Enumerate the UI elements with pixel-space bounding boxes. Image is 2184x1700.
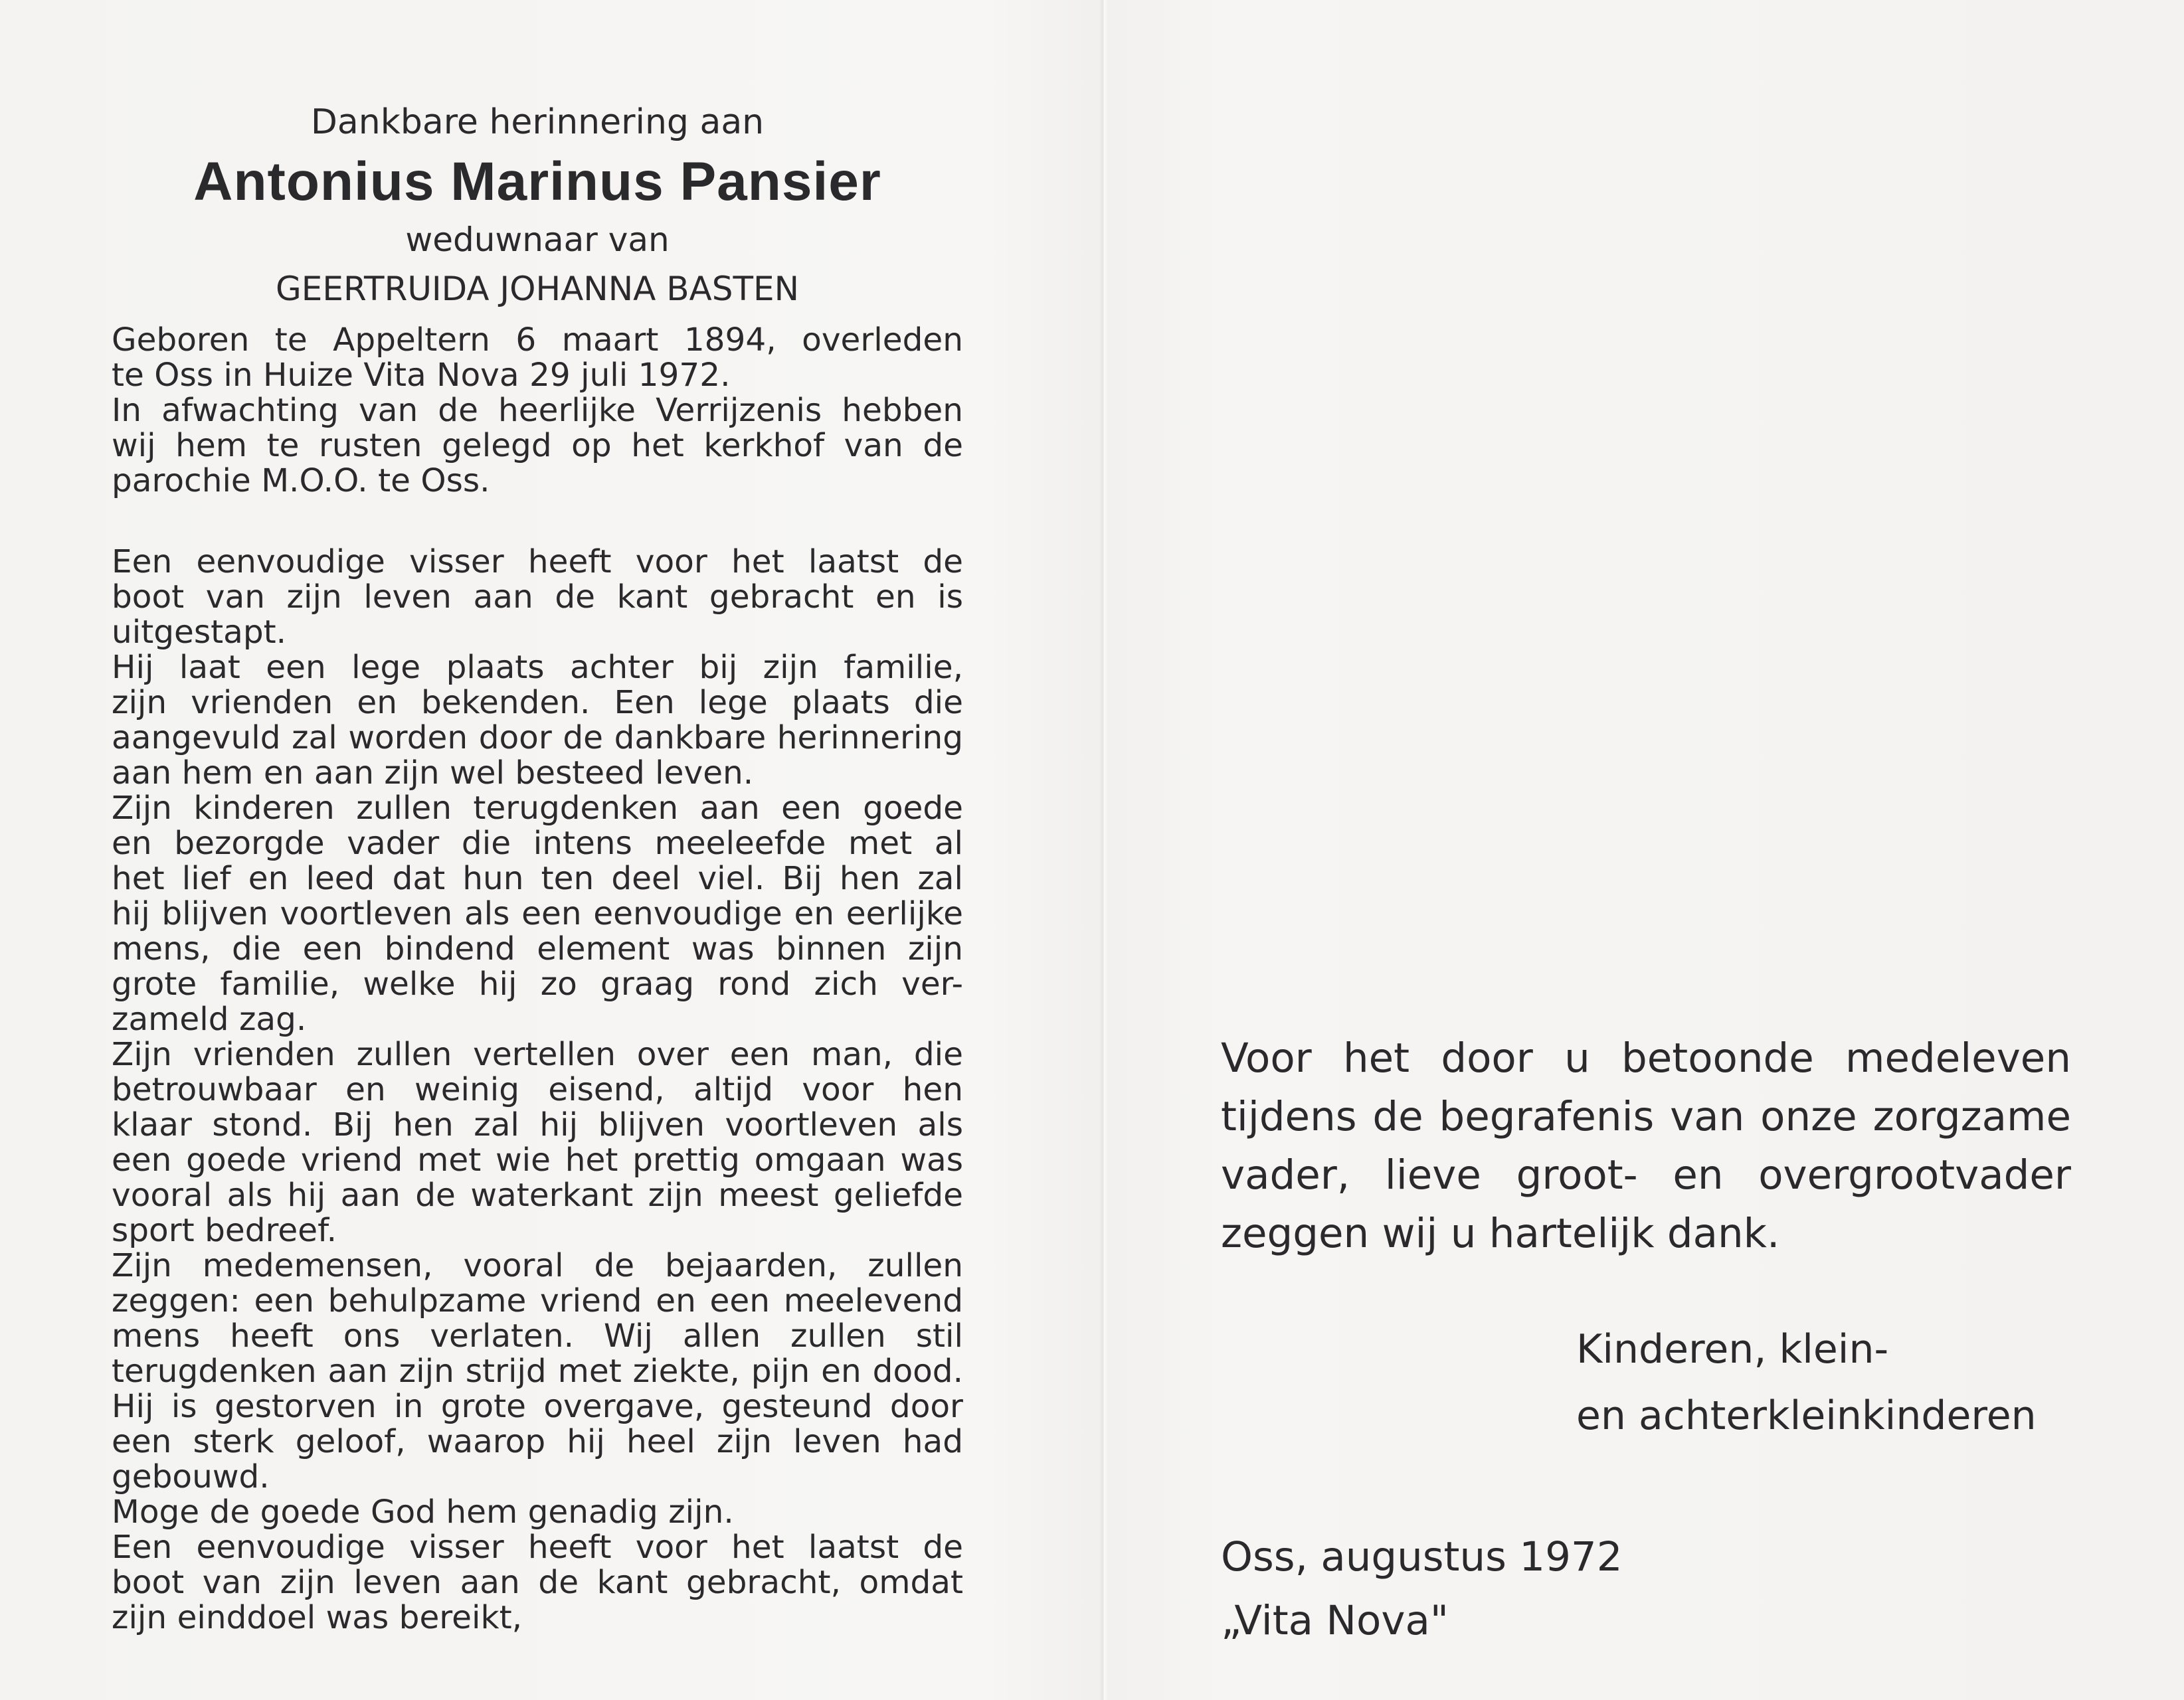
text-line: Moge de goede God hem genadig zijn. (112, 1493, 734, 1531)
text-line: aangevuld zal worden door de dankbare herinnering (112, 719, 963, 756)
text-line: betrouwbaar en weinig eisend, altijd voor hen (112, 1071, 963, 1108)
text-line: boot van zijn leven aan de kant gebracht en is (112, 578, 963, 616)
location-line: „Vita Nova" (1221, 1597, 1449, 1644)
text-line: zeggen: een behulpzame vriend en een meelevend (112, 1282, 963, 1319)
text-line: het lief en leed dat hun ten deel viel. Bij hen zal (112, 860, 963, 897)
biography-paragraph-2 (112, 545, 963, 1636)
right-panel (1221, 1029, 2071, 1653)
text-line: terugdenken aan zijn strijd met ziekte, pijn en dood. (112, 1353, 963, 1390)
relation-text: weduwnaar van (405, 220, 670, 259)
text-line: aan hem en aan zijn wel besteed leven. (112, 754, 754, 792)
text-line: hij blijven voortleven als een eenvoudige en eerlijke (112, 895, 963, 932)
text-line: wij hem te rusten gelegd op het kerkhof van de (112, 427, 963, 464)
text-line: vader, lieve groot- en overgrootvader (1221, 1151, 2071, 1199)
place-date (1221, 1525, 2071, 1653)
intro-text: Dankbare herinnering aan (310, 102, 765, 142)
text-line: Een eenvoudige visser heeft voor het laatst de (112, 543, 963, 580)
text-line: Geboren te Appeltern 6 maart 1894, overleden (112, 321, 963, 359)
thank-you-message (1221, 1029, 2071, 1263)
text-line: In afwachting van de heerlijke Verrijzenis hebben (112, 392, 963, 429)
signature-line: en achterkleinkinderen (1576, 1393, 2037, 1439)
text-line: Voor het door u betoonde medeleven (1221, 1035, 2071, 1082)
text-line: grote familie, welke hij zo graag rond zich ver- (112, 966, 963, 1003)
text-line: zijn vrienden en bekenden. Een lege plaats die (112, 684, 963, 721)
text-line: sport bedreef. (112, 1212, 337, 1249)
text-line: Hij is gestorven in grote overgave, gesteund door (112, 1388, 963, 1425)
deceased-name: Antonius Marinus Pansier (193, 151, 881, 212)
spouse-name: GEERTRUIDA JOHANNA BASTEN (276, 270, 799, 308)
place-date-line: Oss, augustus 1972 (1221, 1533, 1623, 1580)
text-line: parochie M.O.O. te Oss. (112, 462, 490, 499)
text-line: uitgestapt. (112, 614, 287, 651)
text-line: zijn einddoel was bereikt, (112, 1599, 522, 1636)
text-line: Zijn kinderen zullen terugdenken aan een goede (112, 790, 963, 827)
text-line: een sterk geloof, waarop hij heel zijn leven had (112, 1423, 963, 1460)
text-line: klaar stond. Bij hen zal hij blijven voortleven als (112, 1106, 963, 1144)
text-line: zameld zag. (112, 1001, 307, 1038)
biography-paragraph-1 (112, 323, 963, 499)
text-line: een goede vriend met wie het prettig omgaan was (112, 1142, 963, 1179)
text-line: vooral als hij aan de waterkant zijn meest geliefde (112, 1177, 963, 1214)
text-line: Zijn vrienden zullen vertellen over een man, die (112, 1036, 963, 1073)
text-line: mens, die een bindend element was binnen zijn (112, 930, 963, 968)
text-line: boot van zijn leven aan de kant gebracht, omdat (112, 1564, 963, 1601)
left-panel (112, 93, 963, 1636)
text-line: en bezorgde vader die intens meeleefde met al (112, 825, 963, 862)
text-line: tijdens de begrafenis van onze zorgzame (1221, 1093, 2071, 1140)
text-line: Een eenvoudige visser heeft voor het laatst de (112, 1529, 963, 1566)
text-line: zeggen wij u hartelijk dank. (1221, 1210, 1780, 1257)
text-line: gebouwd. (112, 1458, 270, 1495)
signature (1576, 1316, 2071, 1449)
signature-line: Kinderen, klein- (1576, 1326, 1889, 1373)
text-line: te Oss in Huize Vita Nova 29 juli 1972. (112, 357, 731, 394)
text-line: mens heeft ons verlaten. Wij allen zullen stil (112, 1318, 963, 1355)
text-line: Hij laat een lege plaats achter bij zijn familie, (112, 649, 963, 686)
card-fold (1099, 0, 1108, 1700)
text-line: Zijn medemensen, vooral de bejaarden, zullen (112, 1247, 963, 1284)
